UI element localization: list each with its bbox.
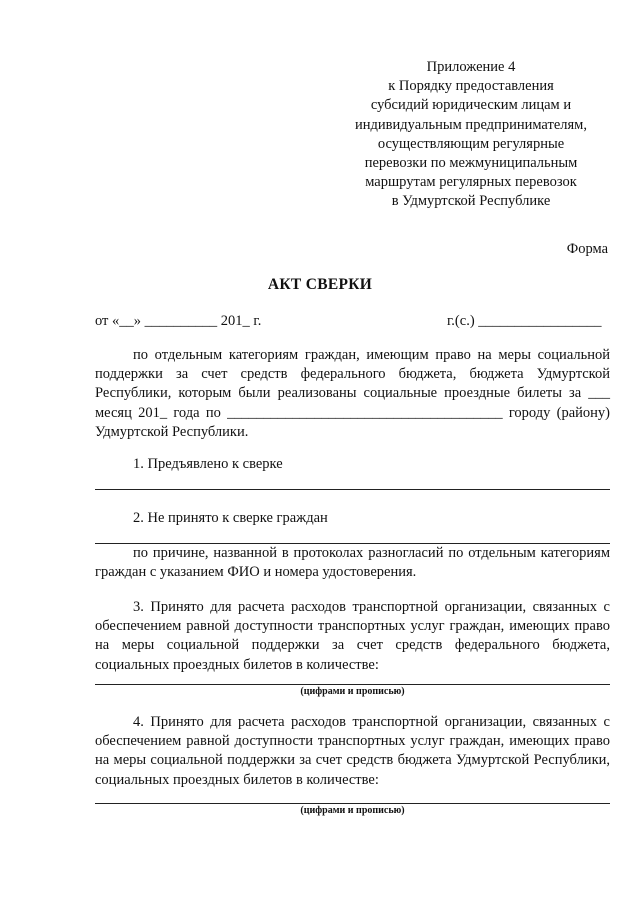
item-4-accepted-republic: 4. Принято для расчета расходов транспортной организации, связанных с обеспечением равной доступности транспортных услуг граждан, имеющих право на меры социальной поддержки за счет средств бюджета Удмуртской Республики, социальных проездных билетов в количестве: [95,714,610,788]
appendix-header [340,58,602,212]
appendix-line: маршрутам регулярных перевозок [365,174,577,191]
date-line: от «__» __________ 201_ г. [95,313,262,329]
appendix-line: индивидуальным предпринимателям, [355,116,587,133]
appendix-line: субсидий юридическим лицам и [370,97,572,114]
document-title: АКТ СВЕРКИ [267,276,373,293]
item-1-presented: 1. Предъявлено к сверке [133,456,283,472]
item-4-caption: (цифрами и прописью) [300,805,405,816]
appendix-line: осуществляющим регулярные [377,135,565,152]
appendix-line: в Удмуртской Республике [391,193,551,210]
item-3-accepted-federal: 3. Принято для расчета расходов транспортной организации, связанных с обеспечением равной доступности транспортных услуг граждан, имеющих право на меры социальной поддержки за счет средств федерального бюджета, социальных проездных билетов в количестве: [95,599,610,673]
form-label: Форма [566,241,608,257]
item-1-fill-line [95,489,610,490]
appendix-line: к Порядку предоставления [388,78,554,95]
item-2-not-accepted: 2. Не принято к сверке граждан [133,510,328,526]
intro-paragraph: по отдельным категориям граждан, имеющим право на меры социальной поддержки за счет средств федерального бюджета, бюджета Удмуртской Республики, которым были реализованы социальные проездные билеты за ___ месяц 201_ года по ______________________________________ городу (району) Удмуртской Республики. [95,347,610,440]
item-3-caption: (цифрами и прописью) [300,686,405,697]
item-4-fill-line [95,803,610,804]
appendix-line: Приложение 4 [426,59,516,75]
item-3-fill-line [95,684,610,685]
item-2-reason: по причине, названной в протоколах разногласий по отдельным категориям граждан с указанием ФИО и номера удостоверения. [95,545,610,581]
appendix-line: перевозки по межмуниципальным [364,155,578,172]
place-line: г.(с.) _________________ [447,313,602,329]
